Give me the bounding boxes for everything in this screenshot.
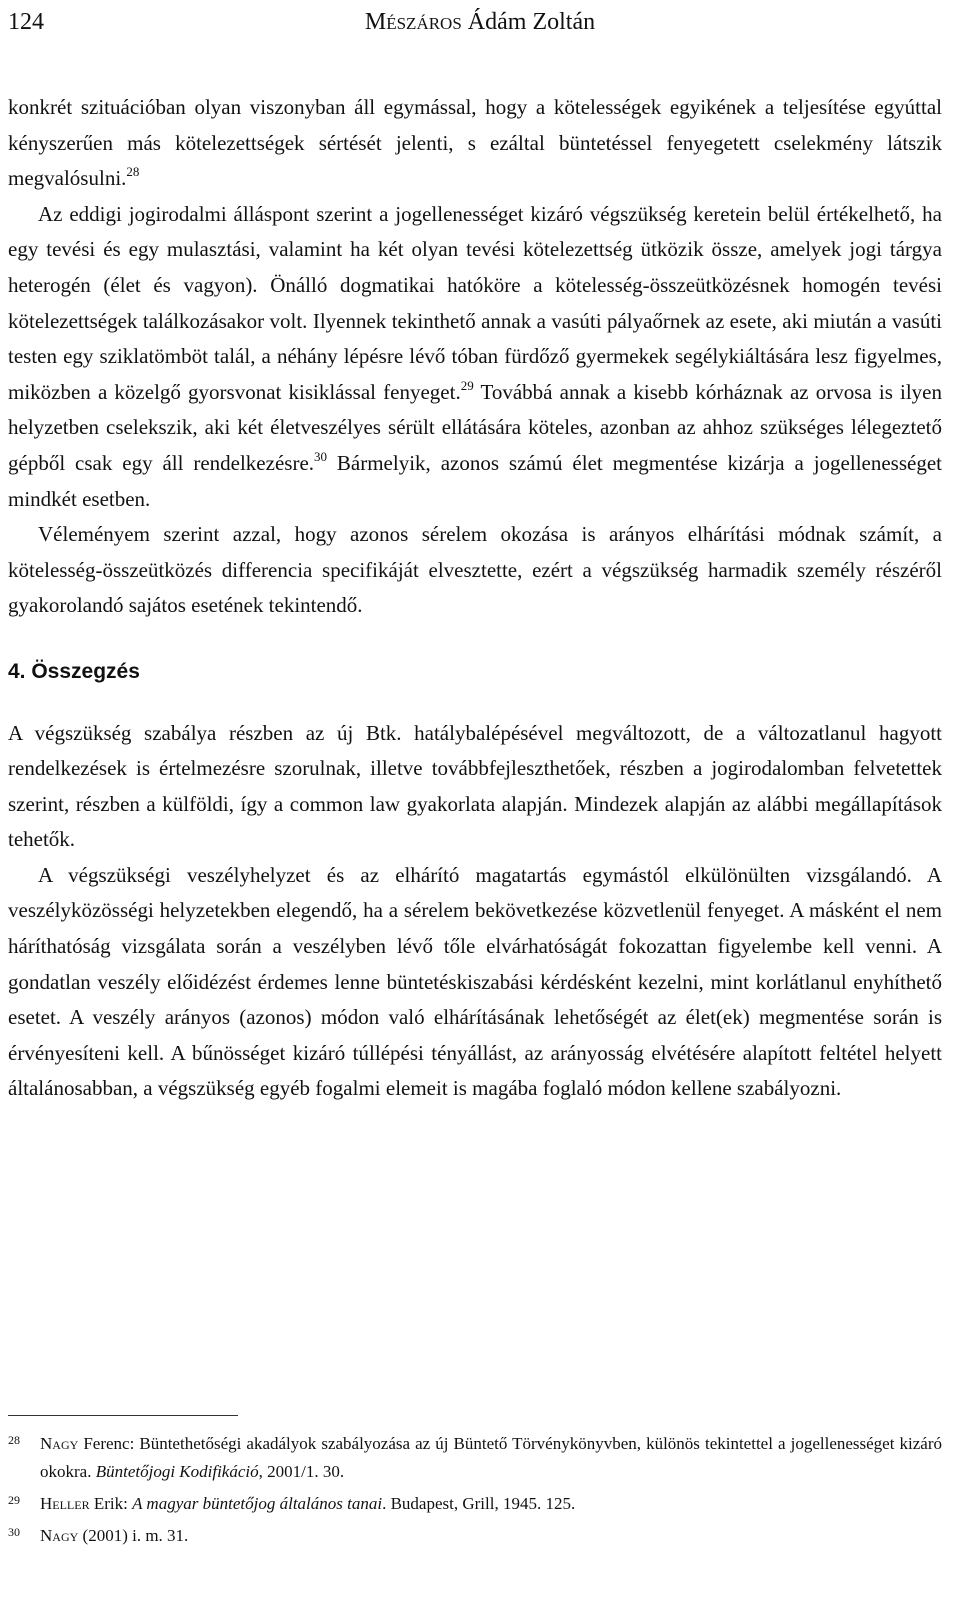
paragraph-2-part-1: Az eddigi jogirodalmi álláspont szerint a jogellenességet kizáró végszükség keretein belül értékelhető, ha egy tevési és egy mulasztási, valamint ha két olyan tevési kötelezettség ütközik össze, amelyek jogi tárgya heterogén (élet és vagyon). Önálló dogmatikai hatóköre a kötelesség-összeütközésnek homogén tevési kötelezettségek találkozásakor volt. Ilyennek tekinthető annak a vasúti pályaőrnek az esete, aki miután a vasúti testen egy sziklatömböt talál, a néhány lépésre lévő tóban fürdőző gyermekek segélykiáltására lesz figyelmes, miközben a közelgő gyorsvonat kisiklással fenyeget. [8, 201, 942, 404]
footnote-number: 28 [8, 1433, 20, 1447]
footnote-ref-28[interactable]: 28 [126, 164, 140, 180]
paragraph-3: Véleményem szerint azzal, hogy azonos sérelem okozása is arányos elhárítási módnak számít, a kötelesség-összeütközés differencia specifikáját elvesztette, ezért a végszükség harmadik személy részéről gyakorolandó sajátos esetének tekintendő. [8, 522, 942, 618]
running-header [8, 6, 952, 42]
paragraph-2-part-3: Bármelyik, azonos számú élet megmentése kizárja a jogellenességet mindkét esetben. [8, 450, 942, 511]
footnote-author: Nagy [40, 1434, 79, 1453]
page-number: 124 [8, 9, 44, 35]
footnote-number: 30 [8, 1525, 20, 1539]
footnote-author: Heller [40, 1494, 90, 1513]
section-heading: 4. Összegzés [8, 659, 140, 683]
author-surname: Mészáros [364, 9, 462, 35]
author-given-name: Ádám Zoltán [467, 9, 596, 35]
footnotes [8, 1430, 942, 1550]
running-title [8, 6, 952, 38]
footnote-text: Ferenc: Büntethetőségi akadályok szabályozása az új Büntető Törvénykönyvben, különös tekintettel a jogellenességet kizáró okokra. [40, 1434, 942, 1481]
paragraph-1-text: konkrét szituációban olyan viszonyban áll egymással, hogy a kötelességek egyikének a teljesítése egyúttal kényszerűen más kötelezettségek sértését jelenti, s ezáltal büntetéssel fenyegetett cselekmény látszik megvalósulni. [8, 95, 942, 191]
paragraph-2-part-2: Továbbá annak a kisebb kórháznak az orvosa is ilyen helyzetben cselekszik, aki két életveszélyes sérült ellátására köteles, azonban az ahhoz szükséges lélegeztető gépből csak egy áll rendelkezésre. [8, 379, 943, 475]
footnote-ref-29[interactable]: 29 [460, 377, 474, 393]
main-text [8, 90, 942, 1107]
footnote-text: Erik: [89, 1494, 133, 1513]
footnote-29 [8, 1490, 942, 1518]
footnote-journal: Büntetőjogi Kodifikáció [95, 1462, 259, 1481]
footnote-book-title: A magyar büntetőjog általános tanai [132, 1494, 383, 1513]
paragraph-2 [8, 197, 942, 517]
footnote-text-end: . Budapest, Grill, 1945. 125. [382, 1494, 576, 1513]
paragraph-1 [8, 90, 942, 197]
footnote-divider [8, 1415, 238, 1416]
footnote-text: (2001) i. m. 31. [78, 1526, 189, 1545]
paragraph-5: A végszükségi veszélyhelyzet és az elhárító magatartás egymástól elkülönülten vizsgálandó. A veszélyközösségi helyzetekben elegendő, ha a sérelem bekövetkezése közvetlenül fenyeget. A másként el nem háríthatóság vizsgálata során a veszélyben lévő tőle elvárhatóságát fokozattan figyelembe kell venni. A gondatlan veszély előidézést érdemes lenne büntetéskiszabási kérdésként kezelni, mint korlátlanul enyhíthető esetet. A veszély arányos (azonos) módon való elhárításának lehetőségét az élet(ek) megmentése során is érvényesíteni kell. A bűnösséget kizáró túllépési tényállást, az arányosság elvétésére alapított feltétel helyett általánosabban, a végszükség egyéb fogalmi elemeit is magába foglaló módon kellene szabályozni. [8, 862, 942, 1101]
footnote-28 [8, 1430, 942, 1486]
footnote-text-end: , 2001/1. 30. [258, 1462, 345, 1481]
footnote-ref-30[interactable]: 30 [314, 448, 328, 464]
paragraph-4: A végszükség szabálya részben az új Btk. hatálybalépésével megváltozott, de a változatlanul hagyott rendelkezések is értelmezésre szorulnak, illetve továbbfejleszthetőek, részben a jogirodalomban felvetettek szerint, részben a külföldi, így a common law gyakorlata alapján. Mindezek alapján az alábbi megállapítások tehetők. [8, 720, 942, 852]
footnote-number: 29 [8, 1493, 20, 1507]
footnote-30 [8, 1522, 942, 1550]
footnote-author: Nagy [40, 1526, 79, 1545]
